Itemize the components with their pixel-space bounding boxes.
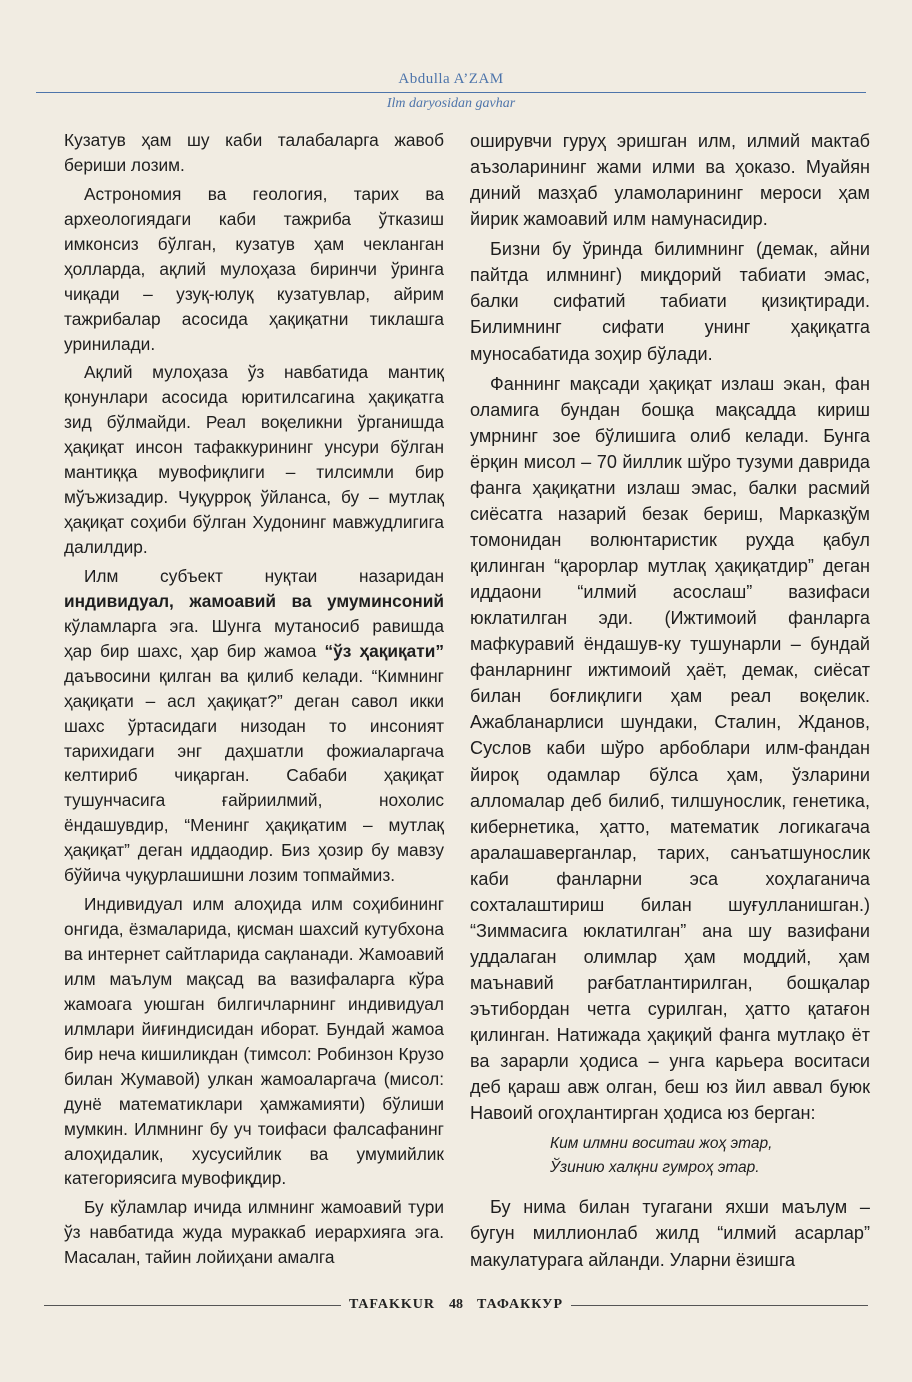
right-column: [470, 128, 870, 1277]
running-head-title: Ilm daryosidan gavhar: [386, 96, 516, 111]
footer-journal-latin: TAFAKKUR: [348, 1297, 436, 1312]
paragraph: Бизни бу ўринда билимнинг (демак, айни пайтда илмнинг) миқдорий табиати эмас, балки сифатий табиати қизиқтиради. Билимнинг сифати унинг ҳақиқатга муносабатида зоҳир бўлади.: [470, 239, 870, 364]
footer-rule-right: [571, 1305, 868, 1306]
paragraph: Фаннинг мақсади ҳақиқат излаш экан, фан оламига бундан бошқа мақсадда кириш умрнинг зое бўлишига олиб келади. Бунга ёрқин мисол – 70 йиллик шўро тузуми даврида фанга ҳақиқатни излаш эмас, балки расмий сиёсатга назарий безак бериш, Марказқўм томонидан волюнтаристик руҳда қабул қилинган “қарорлар мутлақ ҳақиқатдир” деган иддаони “илмий асослаш” вазифаси юклатилган эди. (Ижтимоий фанларга мафкуравий ёндашув-ку тушунарли – бундай фанларнинг ижтимоий ҳаёт, демак, сиёсат билан боғлиқлиги ҳам реал воқелик. Ажабланарлиси шундаки, Сталин, Жданов, Суслов каби шўро арбоблари илм-фандан йироқ одамлар бўлса ҳам, ўзларини алломалар деб билиб, тилшунослик, генетика, кибернетика, ҳатто, математик логикагача аралашаверганлар, тарих, санъатшунослик каби фанларни эса хоҳлаганича сохталаштириш билан шуғулланишган.) “Зиммасига юклатилган” ана шу вазифани уддалаган олимлар ҳам моддий, ҳам маънавий рағбатлантирилган, бошқалар эътибордан четга сурилган, ҳатто қатағон қилинган. Натижада ҳақиқий фанга мутлақо ёт ва зарарли ҳодиса – унга карьера воситаси деб қараш авж олган, беш юз йил аввал буюк Навоий огоҳлантирган ҳодиса юз берган:: [470, 373, 870, 1124]
paragraph: Бу нима билан тугагани яхши маълум – бугун миллионлаб жилд “илмий асарлар” макулатурага айланди. Уларни ёзишга: [470, 1197, 870, 1270]
paragraph: оширувчи гуруҳ эришган илм, илмий мактаб аъзоларининг жами илми ва ҳоказо. Муайян диний мазҳаб уламоларининг мероси ҳам йирик жамоавий илм намунасидир.: [470, 131, 870, 230]
paragraph: Кузатув ҳам шу каби талабаларга жавоб бериши лозим.: [64, 130, 444, 175]
page-number: 48: [449, 1297, 464, 1312]
paragraph: Бу кўламлар ичида илмнинг жамоавий тури ўз навбатида жуда мураккаб иерархияга эга. Масалан, тайин лойиҳани амалга: [64, 1197, 444, 1268]
paragraph: Ақлий мулоҳаза ўз навбатида мантиқ қонунлари асосида юритилсагина ҳақиқатга зид бўлмайди. Реал воқеликни ўрганишда ҳақиқат инсон тафаккурининг унсури бўлган мантиққа мувофиқлиги – тилсимли бир мўъжизадир. Чуқурроқ ўйланса, бу – мутлақ ҳақиқат соҳиби бўлган Худонинг мавжудлигига далилдир.: [64, 362, 444, 557]
running-head-author: Abdulla A’ZAM: [398, 71, 504, 87]
paragraph: [64, 564, 444, 888]
page-footer: [44, 1293, 868, 1317]
left-column: [64, 128, 444, 1274]
footer-rule-left: [44, 1305, 341, 1306]
verse-line: Ўзинию халқни гумроҳ этар.: [550, 1159, 760, 1177]
verse-quote: [550, 1132, 870, 1180]
paragraph: Астрономия ва геология, тарих ва археологиядаги каби тажриба ўтказиш имконсиз бўлган, кузатув ҳам чекланган ҳолларда, ақлий мулоҳаза биринчи ўринга чиқади – узуқ-юлуқ кузатувлар, айрим тажрибалар асосида ҳақиқатни тиклашга уринилади.: [64, 183, 444, 354]
header-rule: [36, 92, 866, 93]
page-header: [36, 70, 866, 113]
text-run: даъвосини қилган ва қилиб келади. “Кимнинг ҳақиқати – асл ҳақиқат?” деган савол икки шахс ўртасидаги низодан то инсоният тарихидаги энг даҳшатли фожиаларгача келтириб чиқарган. Сабаби ҳақиқат тушунчасига ғайриилмий, нохолис ёндашувдир, “Менинг ҳақиқатим – мутлақ ҳақиқат” деган иддаодир. Биз ҳозир бу мавзу бўйича чуқурлашишни лозим топмаймиз.: [64, 665, 444, 886]
verse-line: Ким илмни воситаи жоҳ этар,: [550, 1135, 773, 1153]
text-run: Илм субъект нуқтаи назаридан: [84, 565, 444, 586]
bold-phrase: “ўз ҳақиқати”: [324, 640, 444, 661]
paragraph: Индивидуал илм алоҳида илм соҳибининг онгида, ёзмаларида, қисман шахсий кутубхона ва интернет сайтларида сақланади. Жамоавий илм маълум мақсад ва вазифаларга кўра жамоага уюшган билгичларнинг индивидуал илмлари йиғиндисидан иборат. Бундай жамоа бир неча кишиликдан (тимсол: Робинзон Крузо билан Жумавой) улкан жамоаларгача (мисол: дунё математиклари ҳамжамияти) бўлиши мумкин. Илмнинг бу уч тоифаси фалсафанинг алоҳидалик, хусусийлик ва умумийлик категориясига мувофиқдир.: [64, 894, 444, 1189]
text-run: кўламларга эга. Шунга мутаносиб равишда ҳар бир шахс, ҳар бир жамоа: [64, 615, 444, 661]
bold-phrase: индивидуал, жамоавий ва умуминсоний: [64, 590, 444, 611]
footer-journal-cyrillic: ТАФАККУР: [477, 1297, 564, 1312]
